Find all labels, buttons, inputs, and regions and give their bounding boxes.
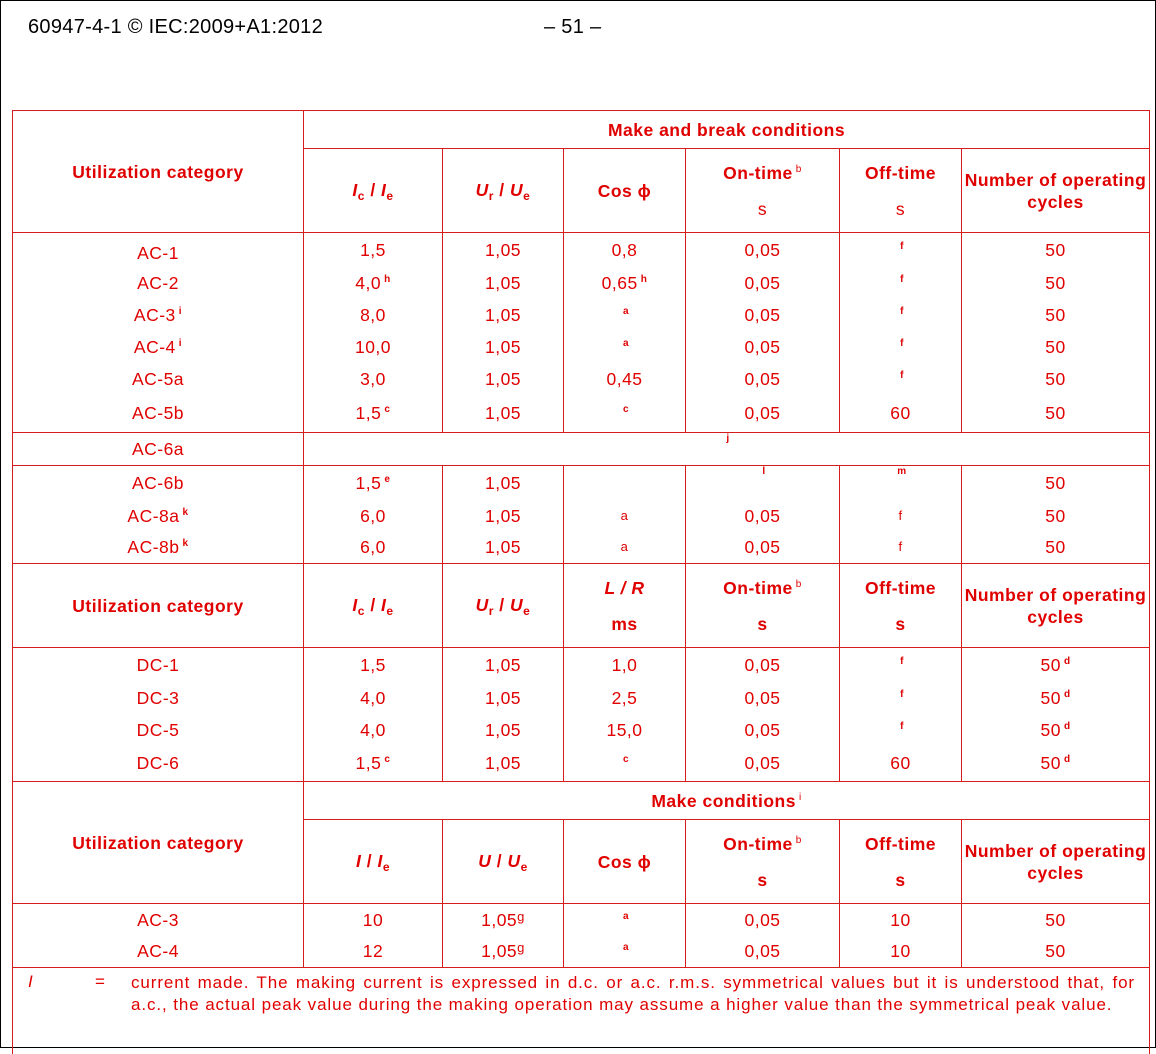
row-ac8a-ic: 6,0 [304, 500, 443, 532]
row-make-ac3-on: 0,05 [686, 904, 840, 936]
s3-group-title: Make conditions $^i$ [304, 782, 1150, 820]
row-ac1-off: f [840, 233, 962, 267]
row-dc1-on: 0,05 [686, 648, 840, 682]
row-ac3-on: 0,05 [686, 299, 840, 331]
row-ac8a-cycles: 50 [962, 500, 1150, 532]
row-make-ac4-u: 1,05$^g$ [443, 936, 564, 968]
row-dc5-cycles: 50 $^d$ [962, 714, 1150, 746]
test-conditions-table [12, 110, 1150, 1054]
row-ac6b-cat: AC-6b [13, 466, 304, 500]
row-ac8a-ur: 1,05 [443, 500, 564, 532]
row-dc1-cycles: 50 $^d$ [962, 648, 1150, 682]
row-ac3-cycles: 50 [962, 299, 1150, 331]
s2-col-cycles: Number of operating cycles [962, 564, 1150, 648]
row-ac8b-cat: AC-8b $^k$ [13, 532, 304, 564]
row-ac6b-ur: 1,05 [443, 466, 564, 500]
row-ac5b-off: 60 [840, 395, 962, 433]
row-dc1-ic: 1,5 [304, 648, 443, 682]
s2-col-on-time: On-time $^b$ s [686, 564, 840, 648]
s3-row-header: Utilization category [13, 782, 304, 904]
row-ac1-cycles: 50 [962, 233, 1150, 267]
row-dc3-cat: DC-3 [13, 682, 304, 714]
row-dc6-cat: DC-6 [13, 746, 304, 782]
row-dc1-off: f [840, 648, 962, 682]
row-ac4-cycles: 50 [962, 331, 1150, 363]
row-ac6b-cos [564, 466, 686, 500]
row-dc6-cycles: 50 $^d$ [962, 746, 1150, 782]
row-make-ac4-on: 0,05 [686, 936, 840, 968]
page-number: – 51 – [544, 16, 602, 38]
row-ac2-ic: 4,0 $^h$ [304, 267, 443, 299]
row-ac2-on: 0,05 [686, 267, 840, 299]
s3-col-cos: Cos ϕ [564, 820, 686, 904]
row-make-ac4-i: 12 [304, 936, 443, 968]
row-ac2-cat: AC-2 [13, 267, 304, 299]
row-ac5a-off: f [840, 363, 962, 395]
row-ac5a-on: 0,05 [686, 363, 840, 395]
row-ac5a-ur: 1,05 [443, 363, 564, 395]
row-dc1-cat: DC-1 [13, 648, 304, 682]
row-ac8a-cat: AC-8a $^k$ [13, 500, 304, 532]
row-ac8b-off: f [840, 532, 962, 564]
row-dc3-lr: 2,5 [564, 682, 686, 714]
row-ac8b-on: 0,05 [686, 532, 840, 564]
row-dc1-ur: 1,05 [443, 648, 564, 682]
row-dc3-on: 0,05 [686, 682, 840, 714]
row-ac3-off: f [840, 299, 962, 331]
row-ac6a-cat: AC-6a [13, 433, 304, 466]
row-ac3-cos: a [564, 299, 686, 331]
row-dc1-lr: 1,0 [564, 648, 686, 682]
row-ac8a-on: 0,05 [686, 500, 840, 532]
row-make-ac3-cycles: 50 [962, 904, 1150, 936]
row-dc5-off: f [840, 714, 962, 746]
row-make-ac3-cos: a [564, 904, 686, 936]
s2-col-ur-ue: $U_r / U_e$ [443, 564, 564, 648]
row-ac8a-cos: a [564, 500, 686, 532]
row-dc6-off: 60 [840, 746, 962, 782]
row-dc6-ic: 1,5 $^c$ [304, 746, 443, 782]
s1-row-header: Utilization category [13, 111, 304, 233]
row-make-ac4-cat: AC-4 [13, 936, 304, 968]
s1-col-cos: Cos ϕ [564, 149, 686, 233]
note-text: current made. The making current is expressed in d.c. or a.c. r.m.s. symmetrical values but it is understood that, for a.c., the actual peak value during the making operation may assume a higher value than the symmetrical peak value. [131, 973, 1135, 1014]
s3-col-cycles: Number of operating cycles [962, 820, 1150, 904]
row-ac6b-cycles: 50 [962, 466, 1150, 500]
row-dc5-on: 0,05 [686, 714, 840, 746]
row-dc6-lr: c [564, 746, 686, 782]
row-ac5a-cat: AC-5a [13, 363, 304, 395]
row-ac5a-cos: 0,45 [564, 363, 686, 395]
row-ac5b-on: 0,05 [686, 395, 840, 433]
row-ac5b-ic: 1,5 $^c$ [304, 395, 443, 433]
document-id: 60947-4-1 © IEC:2009+A1:2012 [28, 16, 324, 38]
row-ac1-cat: AC-1 [13, 233, 304, 267]
row-make-ac3-off: 10 [840, 904, 962, 936]
row-dc3-ic: 4,0 [304, 682, 443, 714]
note-symbol: I [28, 972, 33, 991]
row-dc6-on: 0,05 [686, 746, 840, 782]
s1-col-off-time: Off-time s [840, 149, 962, 233]
row-dc3-ur: 1,05 [443, 682, 564, 714]
row-ac6b-off: m [840, 466, 962, 500]
row-dc5-ur: 1,05 [443, 714, 564, 746]
s1-col-ic-ie: $I_c / I_e$ [304, 149, 443, 233]
note-equals: = [95, 972, 105, 991]
row-make-ac4-cycles: 50 [962, 936, 1150, 968]
row-ac6a-note: j [304, 433, 1150, 466]
row-dc6-ur: 1,05 [443, 746, 564, 782]
row-ac4-on: 0,05 [686, 331, 840, 363]
row-ac4-cos: a [564, 331, 686, 363]
row-ac3-ur: 1,05 [443, 299, 564, 331]
row-ac8b-cos: a [564, 532, 686, 564]
s3-col-on-time: On-time $^b$ s [686, 820, 840, 904]
row-ac8b-ic: 6,0 [304, 532, 443, 564]
s1-col-on-time: On-time $^b$ s [686, 149, 840, 233]
row-ac8b-ur: 1,05 [443, 532, 564, 564]
s3-col-u-ue: U / $U_e$ [443, 820, 564, 904]
row-make-ac4-off: 10 [840, 936, 962, 968]
s3-col-i-ie: I / $I_e$ [304, 820, 443, 904]
row-ac1-on: 0,05 [686, 233, 840, 267]
row-dc3-off: f [840, 682, 962, 714]
s2-col-lr: L / R ms [564, 564, 686, 648]
s1-group-title: Make and break conditions [304, 111, 1150, 149]
row-ac8b-cycles: 50 [962, 532, 1150, 564]
s1-col-ur-ue: $U_r / U_e$ [443, 149, 564, 233]
row-ac4-off: f [840, 331, 962, 363]
row-dc5-lr: 15,0 [564, 714, 686, 746]
row-ac5a-cycles: 50 [962, 363, 1150, 395]
row-ac5b-cat: AC-5b [13, 395, 304, 433]
row-make-ac3-i: 10 [304, 904, 443, 936]
row-ac4-ic: 10,0 [304, 331, 443, 363]
row-ac5b-cos: c [564, 395, 686, 433]
s3-col-off-time: Off-time s [840, 820, 962, 904]
row-ac8a-off: f [840, 500, 962, 532]
s2-col-off-time: Off-time s [840, 564, 962, 648]
row-ac2-ur: 1,05 [443, 267, 564, 299]
row-ac2-cycles: 50 [962, 267, 1150, 299]
row-ac1-cos: 0,8 [564, 233, 686, 267]
row-dc5-ic: 4,0 [304, 714, 443, 746]
row-ac4-cat: AC-4 $^i$ [13, 331, 304, 363]
row-ac6b-on: l [686, 466, 840, 500]
row-dc5-cat: DC-5 [13, 714, 304, 746]
s2-row-header: Utilization category [13, 564, 304, 648]
row-ac5b-ur: 1,05 [443, 395, 564, 433]
row-ac1-ic: 1,5 [304, 233, 443, 267]
row-ac5b-cycles: 50 [962, 395, 1150, 433]
row-make-ac3-cat: AC-3 [13, 904, 304, 936]
row-ac2-cos: 0,65 $^h$ [564, 267, 686, 299]
row-ac2-off: f [840, 267, 962, 299]
s1-col-cycles: Number of operating cycles [962, 149, 1150, 233]
row-ac1-ur: 1,05 [443, 233, 564, 267]
row-ac6b-ic: 1,5 $^e$ [304, 466, 443, 500]
row-make-ac3-u: 1,05$^g$ [443, 904, 564, 936]
row-dc3-cycles: 50 $^d$ [962, 682, 1150, 714]
row-ac5a-ic: 3,0 [304, 363, 443, 395]
s2-col-ic-ie: $I_c / I_e$ [304, 564, 443, 648]
row-ac3-cat: AC-3 $^i$ [13, 299, 304, 331]
row-ac4-ur: 1,05 [443, 331, 564, 363]
row-ac3-ic: 8,0 [304, 299, 443, 331]
row-make-ac4-cos: a [564, 936, 686, 968]
